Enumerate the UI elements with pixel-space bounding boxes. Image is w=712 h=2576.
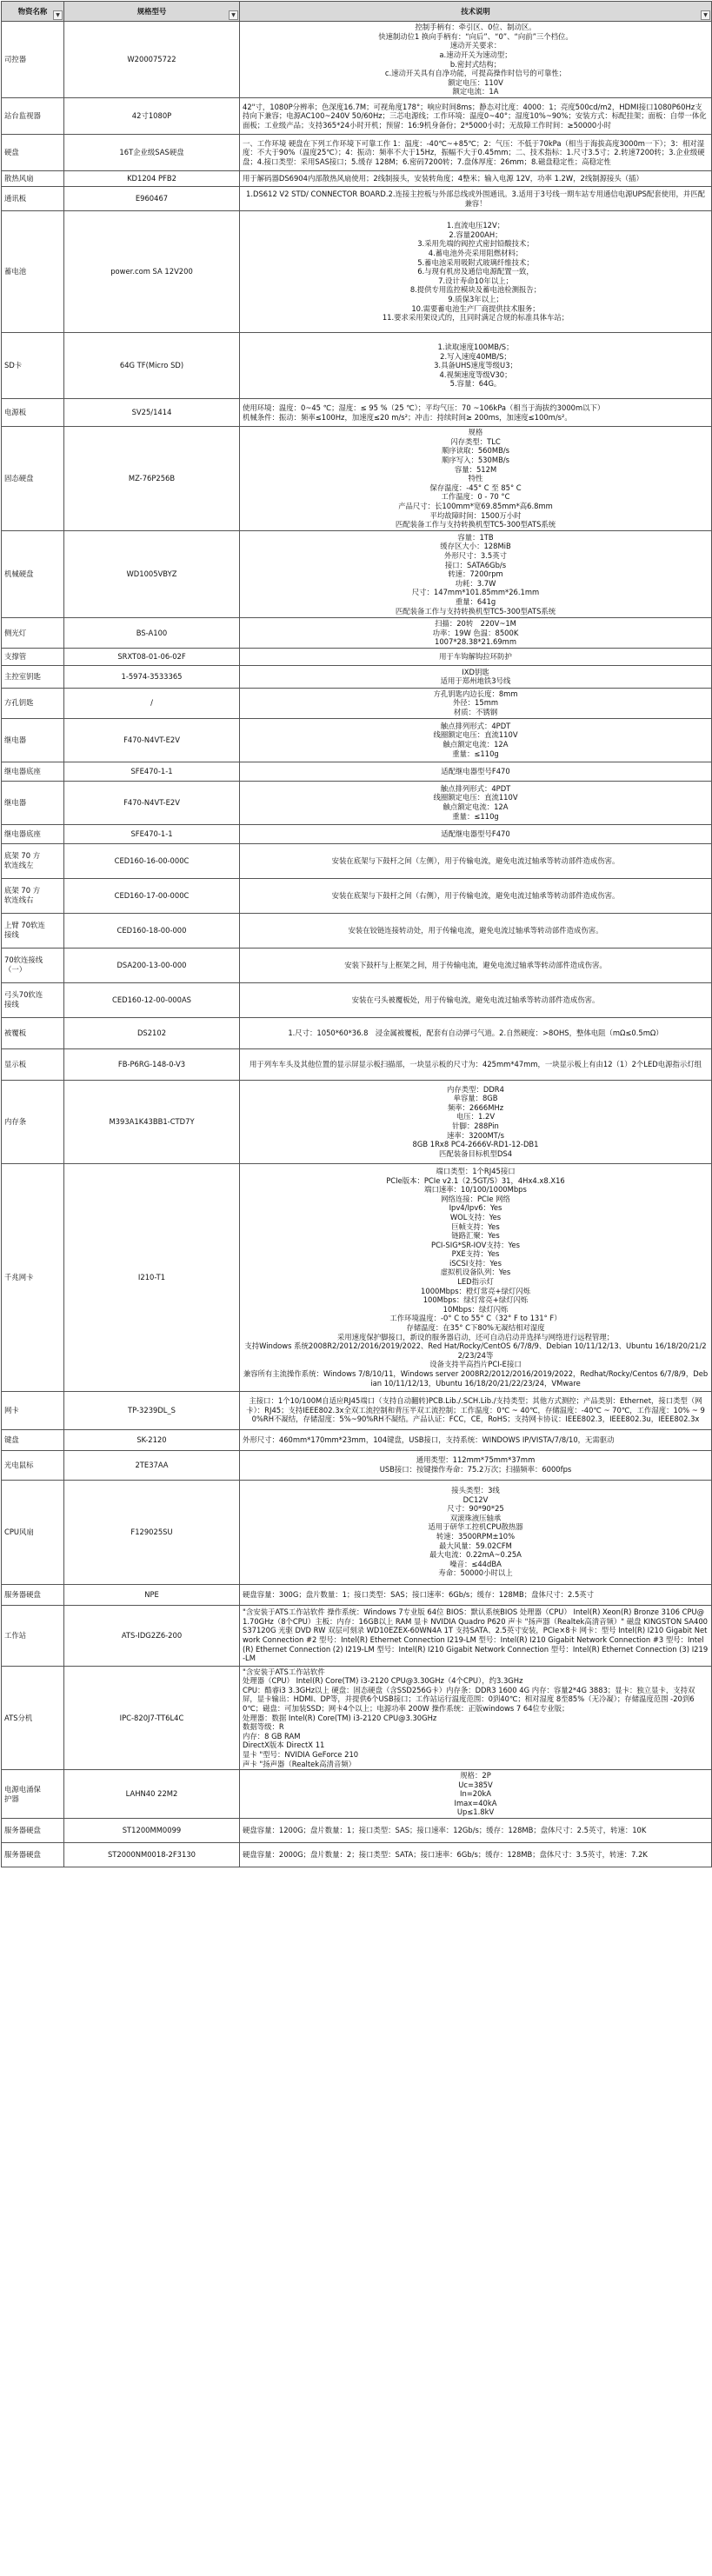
cell-model[interactable]: ATS-IDG2Z6-200 bbox=[64, 1605, 240, 1666]
cell-item-name[interactable]: 电源电涌保 护器 bbox=[2, 1770, 64, 1819]
filter-dropdown-icon[interactable]: ▼ bbox=[701, 10, 710, 20]
cell-model[interactable]: 1-5974-3533365 bbox=[64, 665, 240, 688]
table-row bbox=[2, 1770, 712, 1819]
cell-spec[interactable]: "含安装于ATS工作站软件 操作系统：Windows 7专业版 64位 BIOS：默认系统BIOS 处理器（CPU） Intel(R) Xeon(R) Bronze 3106 CPU@1.70GHz（8个CPU）主板：内存：16GB以上 RAM 显卡 NVIDIA Quadro P620 声卡 "扬声器（Realtek高清音频）" 磁盘 KINGSTON SA400S37120G 光驱 DVD RW 双层可刻录 WD10EZEX-60WN4A 1T 支持SATA、2.5英寸安装，PCIe×8卡 网卡：型号 Intel(R) I210 Gigabit Network Connection #2 型号：Intel(R) Ethernet Connection I219-LM 型号：Intel(R) I210 Gigabit Network Connection #3 型号：Intel(R) Ethernet Connection (2) I219-LM 型号：Intel(R) I210 Gigabit Network Connection 型号：Intel(R) Ethernet Connection (3) I219-LM bbox=[240, 1605, 712, 1666]
cell-item-name[interactable]: 光电鼠标 bbox=[2, 1450, 64, 1480]
cell-item-name[interactable]: 继电器底座 bbox=[2, 824, 64, 843]
cell-item-name[interactable]: 键盘 bbox=[2, 1429, 64, 1450]
cell-item-name[interactable]: 通讯板 bbox=[2, 187, 64, 211]
cell-spec[interactable]: 硬盘容量：1200G；盘片数量：1；接口类型：SAS；接口速率：12Gb/s；缓存：128MB；盘体尺寸：2.5英寸，转速：10K bbox=[240, 1819, 712, 1843]
cell-model[interactable]: SK-2120 bbox=[64, 1429, 240, 1450]
cell-spec[interactable]: 扫描：20转 220V~1M 功率：19W 色温：8500K 1007*28.38*21.69mm bbox=[240, 618, 712, 649]
cell-model[interactable]: 42寸1080P bbox=[64, 98, 240, 135]
cell-model[interactable]: 64G TF(Micro SD) bbox=[64, 333, 240, 399]
cell-spec[interactable]: 1.直流电压12V； 2.容量200AH； 3.采用先端的阀控式密封铅酸技术； 4.蓄电池外壳采用阻燃材料； 5.蓄电池采用吸附式玻璃纤维技术； 6.与现有机房及通信电源配置一致， 7.设计寿命10年以上； 8.提供专用监控模块及蓄电池检测报告； 9.质保3年以上； 10.需要蓄电池生产厂商提供技术服务； 11.要求采用架设式的，且同时满足合规的标准具体车站； bbox=[240, 211, 712, 333]
cell-model[interactable]: I210-T1 bbox=[64, 1163, 240, 1391]
cell-item-name[interactable]: 继电器 bbox=[2, 781, 64, 824]
cell-item-name[interactable]: 被覆板 bbox=[2, 1017, 64, 1048]
cell-spec[interactable]: 规格 闪存类型：TLC 顺序读取：560MB/s 顺序写入：530MB/s 容量：512M 特性 保存温度：-45° C 至 85° C 工作温度：0 - 70 °C 产品尺寸：长100mm*宽69.85mm*高6.8mm 平均故障时间：1500万小时 匹配装备工作与支持转换机型TC5-300型ATS系统 bbox=[240, 427, 712, 531]
table-row bbox=[2, 1163, 712, 1391]
cell-model[interactable]: ST1200MM0099 bbox=[64, 1819, 240, 1843]
cell-item-name[interactable]: 继电器 bbox=[2, 718, 64, 762]
table-row bbox=[2, 1819, 712, 1843]
cell-model[interactable]: NPE bbox=[64, 1584, 240, 1605]
cell-spec[interactable]: 安装在底架与下鼓杆之间（左侧），用于传输电流，避免电流过轴承等转动部件造成伤害。 bbox=[240, 843, 712, 878]
table-row bbox=[2, 1666, 712, 1770]
cell-spec[interactable]: 外形尺寸：460mm*170mm*23mm，104键盘，USB接口，支持系统：WINDOWS IP/VISTA/7/8/10，无需驱动 bbox=[240, 1429, 712, 1450]
cell-spec[interactable]: 用于车钩解钩拉环防护 bbox=[240, 648, 712, 665]
cell-model[interactable]: ST2000NM0018-2F3130 bbox=[64, 1843, 240, 1867]
cell-spec[interactable]: 适配继电器型号F470 bbox=[240, 762, 712, 781]
cell-spec[interactable]: 内存类型：DDR4 单容量：8GB 频率：2666MHz 电压：1.2V 针脚：288Pin 速率：3200MT/s 8GB 1Rx8 PC4-2666V-RD1-12-DB1 匹配装备目标机型DS4 bbox=[240, 1080, 712, 1163]
cell-item-name[interactable]: 蓄电池 bbox=[2, 211, 64, 333]
cell-item-name[interactable]: 网卡 bbox=[2, 1391, 64, 1429]
cell-model[interactable]: M393A1K43BB1-CTD7Y bbox=[64, 1080, 240, 1163]
cell-item-name[interactable]: 电源板 bbox=[2, 399, 64, 427]
cell-model[interactable]: F470-N4VT-E2V bbox=[64, 781, 240, 824]
table-row bbox=[2, 1843, 712, 1867]
cell-spec[interactable]: 规格：2P Uc=385V In=20kA Imax=40kA Up≤1.8kV bbox=[240, 1770, 712, 1819]
cell-model[interactable]: W200075722 bbox=[64, 22, 240, 98]
cell-item-name[interactable]: 司控器 bbox=[2, 22, 64, 98]
table-row bbox=[2, 531, 712, 618]
cell-model[interactable]: SFE470-1-1 bbox=[64, 762, 240, 781]
cell-spec[interactable]: 用于列车车头及其他位置的显示屏显示板扫描部，一块显示板的尺寸为：425mm*47mm，一块显示板上有由12（1）2个LED电源指示灯组 bbox=[240, 1048, 712, 1080]
cell-spec[interactable]: 触点排列形式：4PDT 线圈额定电压：直流110V 触点额定电流：12A 重量：≤110g bbox=[240, 718, 712, 762]
table-row bbox=[2, 171, 712, 187]
cell-item-name[interactable]: 千兆网卡 bbox=[2, 1163, 64, 1391]
cell-model[interactable]: DSA200-13-00-000 bbox=[64, 948, 240, 982]
table-row bbox=[2, 618, 712, 649]
table-row bbox=[2, 982, 712, 1017]
cell-spec[interactable]: 使用环境：温度：0~45 ℃；湿度：≤ 95 %（25 ℃）；平均气压：70 ~106kPa（相当于海拔约3000m以下） 机械条件：振动：频率≤100Hz，加速度≤20 m/s²；冲击：持续时间≥ 200ms，加速度≤100m/s²。 bbox=[240, 399, 712, 427]
table-row bbox=[2, 98, 712, 135]
cell-spec[interactable]: 硬盘容量：300G；盘片数量：1；接口类型：SAS；接口速率：6Gb/s；缓存：128MB；盘体尺寸：2.5英寸 bbox=[240, 1584, 712, 1605]
header-row bbox=[2, 2, 712, 22]
cell-spec[interactable]: 1.读取速度100MB/S； 2.写入速度40MB/S； 3.具备UHS速度等级U3； 4.视频速度等级V30； 5.容量：64G。 bbox=[240, 333, 712, 399]
cell-spec[interactable]: 触点排列形式：4PDT 线圈额定电压：直流110V 触点额定电流：12A 重量：≤110g bbox=[240, 781, 712, 824]
cell-model[interactable]: TP-3239DL_S bbox=[64, 1391, 240, 1429]
table-row bbox=[2, 22, 712, 98]
cell-model[interactable]: MZ-76P256B bbox=[64, 427, 240, 531]
filter-dropdown-icon[interactable]: ▼ bbox=[229, 10, 238, 20]
cell-model[interactable]: LAHN40 22M2 bbox=[64, 1770, 240, 1819]
table-row bbox=[2, 333, 712, 399]
table-row bbox=[2, 1480, 712, 1584]
cell-model[interactable]: power.com SA 12V200 bbox=[64, 211, 240, 333]
cell-item-name[interactable]: 显示板 bbox=[2, 1048, 64, 1080]
table-row bbox=[2, 824, 712, 843]
table-row bbox=[2, 427, 712, 531]
cell-item-name[interactable]: 方孔钥匙 bbox=[2, 688, 64, 718]
cell-spec[interactable]: 1.尺寸：1050*60*36.8 浸金属被覆板，配套有自动弹弓气道。2.自然硬度：>8OHS，整体电阻（mΩ≤0.5mΩ） bbox=[240, 1017, 712, 1048]
table-row bbox=[2, 718, 712, 762]
cell-item-name[interactable]: 服务器硬盘 bbox=[2, 1843, 64, 1867]
table-row bbox=[2, 399, 712, 427]
table-row bbox=[2, 688, 712, 718]
cell-item-name[interactable]: 散热风扇 bbox=[2, 171, 64, 187]
cell-model[interactable]: CED160-12-00-000AS bbox=[64, 982, 240, 1017]
table-row bbox=[2, 1450, 712, 1480]
table-row bbox=[2, 648, 712, 665]
cell-spec[interactable]: IXD钥匙 适用于郑州地铁3号线 bbox=[240, 665, 712, 688]
cell-model[interactable]: / bbox=[64, 688, 240, 718]
cell-spec[interactable]: 安装下鼓杆与上框架之间，用于传输电流，避免电流过轴承等转动部件造成伤害。 bbox=[240, 948, 712, 982]
table-row bbox=[2, 843, 712, 878]
cell-item-name[interactable]: SD卡 bbox=[2, 333, 64, 399]
cell-item-name[interactable]: 硬盘 bbox=[2, 135, 64, 171]
cell-item-name[interactable]: 工作站 bbox=[2, 1605, 64, 1666]
header-model[interactable]: 规格型号 ▼ bbox=[64, 2, 240, 22]
table-row bbox=[2, 762, 712, 781]
table-row bbox=[2, 1080, 712, 1163]
table-row bbox=[2, 1429, 712, 1450]
cell-model[interactable]: IPC-820J7-TT6L4C bbox=[64, 1666, 240, 1770]
cell-item-name[interactable]: 支撑管 bbox=[2, 648, 64, 665]
table-row bbox=[2, 135, 712, 171]
cell-model[interactable]: DS2102 bbox=[64, 1017, 240, 1048]
cell-spec[interactable]: 用于解码器DS6904内部散热风扇使用；2线制接头，安装转角度；4整米；输入电源 12V，功率 1.2W，2线制源接头（插） bbox=[240, 171, 712, 187]
cell-spec[interactable]: 一、工作环境 硬盘在下列工作环境下可靠工作 1：温度：-40℃~+85℃；2：气压：不低于70kPa（相当于海拔高度3000m一下）；3：相对湿度：不大于90%（温度25℃）；4：振动：频率不大于15Hz，振幅不大于0.45mm；二、技术指标：1.尺寸3.5寸；2.转速7200转；3.企业级硬盘；4.接口类型：采用SAS接口；5.缓存 128M；6.密码7200转；7.盘体厚度：26mm；8.磁盘稳定性；高稳定性 bbox=[240, 135, 712, 171]
cell-spec[interactable]: 硬盘容量：2000G；盘片数量：2；接口类型：SATA；接口速率：6Gb/s；缓存：128MB；盘体尺寸：3.5英寸，转速：7.2K bbox=[240, 1843, 712, 1867]
cell-spec[interactable]: 42"寸，1080P分辨率；色深度16.7M；可视角度178°；响应时间8ms；静态对比度：4000：1；亮度500cd/m2，HDMI接口1080P60Hz支持向下兼容；电源AC100~240V 50/60Hz；三芯电源线；工作环境：温度0~40°；湿度10%~90%；安装方式：标配挂架；面板：自带一体化面板；工业级产品；支持365*24小时开机；预留：16:9机身备份；2*5000小时；无故障工作时间：≥50000小时 bbox=[240, 98, 712, 135]
cell-spec[interactable]: 适配继电器型号F470 bbox=[240, 824, 712, 843]
cell-model[interactable]: E960467 bbox=[64, 187, 240, 211]
cell-spec[interactable]: 主接口：1个10/100M自适应RJ45端口（支持自动翻转)PCB.Lib./.SCH.Lib./支持类型；其他方式测控；产品类别：Ethernet，接口类型（网卡）：RJ45；支持IEEE802.3x全双工流控制和背压半双工流控制；工作温度：0℃ ~ 40℃，存储温度：-40℃ ~ 70℃，工作湿度：10% ~ 90%RH不凝结，存储湿度：5%~90%RH不凝结。产品认证：FCC，CE，RoHS；支持网卡协议：IEEE802.3，IEEE802.3u，IEEE802.3x bbox=[240, 1391, 712, 1429]
cell-spec[interactable]: 方孔钥匙内边长度：8mm 外径：15mm 材质：不锈钢 bbox=[240, 688, 712, 718]
cell-item-name[interactable]: 固态硬盘 bbox=[2, 427, 64, 531]
cell-item-name[interactable]: 上臂 70软连 接线 bbox=[2, 913, 64, 948]
table-row bbox=[2, 1017, 712, 1048]
table-row bbox=[2, 1584, 712, 1605]
table-row bbox=[2, 913, 712, 948]
table-row bbox=[2, 1391, 712, 1429]
cell-spec[interactable]: 安装在弓头被覆板处，用于传输电流，避免电流过轴承等转动部件造成伤害。 bbox=[240, 982, 712, 1017]
cell-item-name[interactable]: 底架 70 方 软连线右 bbox=[2, 878, 64, 913]
cell-item-name[interactable]: 内存条 bbox=[2, 1080, 64, 1163]
cell-spec[interactable]: 1.DS612 V2 STD/ CONNECTOR BOARD.2.连接主控板与外部总线或外围通讯。3.适用于3号线一期车站专用通信电源UPS配套使用，并匹配兼容！ bbox=[240, 187, 712, 211]
cell-model[interactable]: F470-N4VT-E2V bbox=[64, 718, 240, 762]
table-row bbox=[2, 878, 712, 913]
table-row bbox=[2, 665, 712, 688]
cell-model[interactable]: 16T企业级SAS硬盘 bbox=[64, 135, 240, 171]
cell-item-name[interactable]: CPU风扇 bbox=[2, 1480, 64, 1584]
cell-spec[interactable]: "含安装于ATS工作站软件 处理器（CPU） Intel(R) Core(TM) i3-2120 CPU@3.30GHz（4个CPU），约3.3GHz CPU：酷睿i3 3.3GHz以上 硬盘：固态硬盘（含SSD256G卡）内存条：DDR3 1600 4G 内存：容量2*4G 3883；显卡：独立显卡，支持双屏，显卡输出：HDMI、DP等，并提供6个USB接口；工作站运行温度范围：0到40℃；相对湿度 8至85%（无冷凝）；存储温度范围 -20到60℃；磁盘：可加装SSD；网卡4个以上；电源功率 200W 操作系统：正版windows 7 64位专业版； 处理器：数据 Intel(R) Core(TM) i3-2120 CPU@3.30GHz 数据等级：R 内存：8 GB RAM DirectX版本 DirectX 11 显卡 "型号：NVIDIA GeForce 210 声卡 "扬声器（Realtek高清音频） bbox=[240, 1666, 712, 1770]
filter-dropdown-icon[interactable]: ▼ bbox=[53, 10, 63, 20]
header-spec[interactable]: 技术说明 ▼ bbox=[240, 2, 712, 22]
cell-spec[interactable]: 接头类型：3线 DC12V 尺寸：90*90*25 双滚珠液压轴承 适用于研华工控机CPU散热器 转速：3500RPM±10% 最大风量：59.02CFM 最大电流：0.22mA~0.25A 噪音：≤44dBA 寿命：50000小时以上 bbox=[240, 1480, 712, 1584]
cell-item-name[interactable]: 侧光灯 bbox=[2, 618, 64, 649]
table-row bbox=[2, 781, 712, 824]
cell-spec[interactable]: 通用类型：112mm*75mm*37mm USB接口：按键操作寿命：75.2万次；扫描频率：6000fps bbox=[240, 1450, 712, 1480]
header-name[interactable]: 物资名称 ▼ bbox=[2, 2, 64, 22]
cell-item-name[interactable]: ATS分机 bbox=[2, 1666, 64, 1770]
table-row bbox=[2, 948, 712, 982]
cell-model[interactable]: BS-A100 bbox=[64, 618, 240, 649]
cell-model[interactable]: 2TE37AA bbox=[64, 1450, 240, 1480]
cell-spec[interactable]: 端口类型：1个RJ45接口 PCIe版本：PCIe v2.1（2.5GT/S）31，4Hx4.x8.X16 端口速率：10/100/1000Mbps 网络连接：PCIe 网络 Ipv4/Ipv6：Yes WOL支持：Yes 巨帧支持：Yes 链路汇聚：Yes PCI-SIG*SR-IOV支持：Yes PXE支持：Yes iSCSI支持：Yes 虚拟机设备队列：Yes LED指示灯 1000Mbps：橙灯常亮+绿灯闪烁 100Mbps：绿灯常亮+绿灯闪烁 10Mbps：绿灯闪烁 工作环境温度：-0° C to 55° C（32° F to 131° F） 存储温度：在35° C下80%无凝结相对湿度 采用速度保护脚接口，新设的服务器启动，还可自动启动并选择与网络进行远程管理； 支持Windows 系统2008R2/2012/2016/2019/2022、Red Hat/Rocky/CentOS 6/7/8/9、Debian 10/11/12/13、Ubuntu 16/18/20/21/22/23/24等 设备支持半高挡片PCI-E接口 兼容所有主流操作系统：Windows 7/8/10/11，Windows server 2008R2/2012/2016/2019/2022，Redhat/Rocky/Centos 6/7/8/9，Debian 10/11/12/13，Ubuntu 16/18/20/21/22/23/24，VMware bbox=[240, 1163, 712, 1391]
spec-table bbox=[1, 1, 712, 1867]
cell-item-name[interactable]: 机械硬盘 bbox=[2, 531, 64, 618]
cell-model[interactable]: SRXT08-01-06-02F bbox=[64, 648, 240, 665]
cell-model[interactable]: KD1204 PFB2 bbox=[64, 171, 240, 187]
cell-spec[interactable]: 安装在铰链连接转动处，用于传输电流，避免电流过轴承等转动部件造成伤害。 bbox=[240, 913, 712, 948]
table-row bbox=[2, 187, 712, 211]
cell-item-name[interactable]: 70软连接线 （一） bbox=[2, 948, 64, 982]
cell-spec[interactable]: 容量：1TB 缓存区大小：128MiB 外形尺寸：3.5英寸 接口：SATA6Gb/s 转速：7200rpm 功耗：3.7W 尺寸：147mm*101.85mm*26.1mm 重量：641g 匹配装备工作与支持转换机型TC5-300型ATS系统 bbox=[240, 531, 712, 618]
cell-item-name[interactable]: 服务器硬盘 bbox=[2, 1819, 64, 1843]
cell-item-name[interactable]: 弓头70软连 接线 bbox=[2, 982, 64, 1017]
cell-item-name[interactable]: 主控室钥匙 bbox=[2, 665, 64, 688]
table-row bbox=[2, 1605, 712, 1666]
cell-item-name[interactable]: 服务器硬盘 bbox=[2, 1584, 64, 1605]
cell-model[interactable]: CED160-18-00-000 bbox=[64, 913, 240, 948]
cell-item-name[interactable]: 站台监视器 bbox=[2, 98, 64, 135]
cell-model[interactable]: SV25/1414 bbox=[64, 399, 240, 427]
cell-model[interactable]: WD1005VBYZ bbox=[64, 531, 240, 618]
cell-model[interactable]: SFE470-1-1 bbox=[64, 824, 240, 843]
cell-model[interactable]: CED160-17-00-000C bbox=[64, 878, 240, 913]
cell-spec[interactable]: 控制手柄有：牵引区、0位、制动区。 快速制动位1 换向手柄有：“向后”、“0”、“向前”三个档位。 速动开关要求： a.速动开关为速动型； b.密封式结构； c.速动开关具有自净功能，可提高操作时信号的可靠性； 额定电压：110V 额定电流：1A bbox=[240, 22, 712, 98]
table-row bbox=[2, 1048, 712, 1080]
cell-spec[interactable]: 安装在底架与下鼓杆之间（右侧），用于传输电流，避免电流过轴承等转动部件造成伤害。 bbox=[240, 878, 712, 913]
cell-item-name[interactable]: 继电器底座 bbox=[2, 762, 64, 781]
table-row bbox=[2, 211, 712, 333]
cell-model[interactable]: F129025SU bbox=[64, 1480, 240, 1584]
cell-model[interactable]: FB-P6RG-148-0-V3 bbox=[64, 1048, 240, 1080]
cell-item-name[interactable]: 底架 70 方 软连线左 bbox=[2, 843, 64, 878]
cell-model[interactable]: CED160-16-00-000C bbox=[64, 843, 240, 878]
